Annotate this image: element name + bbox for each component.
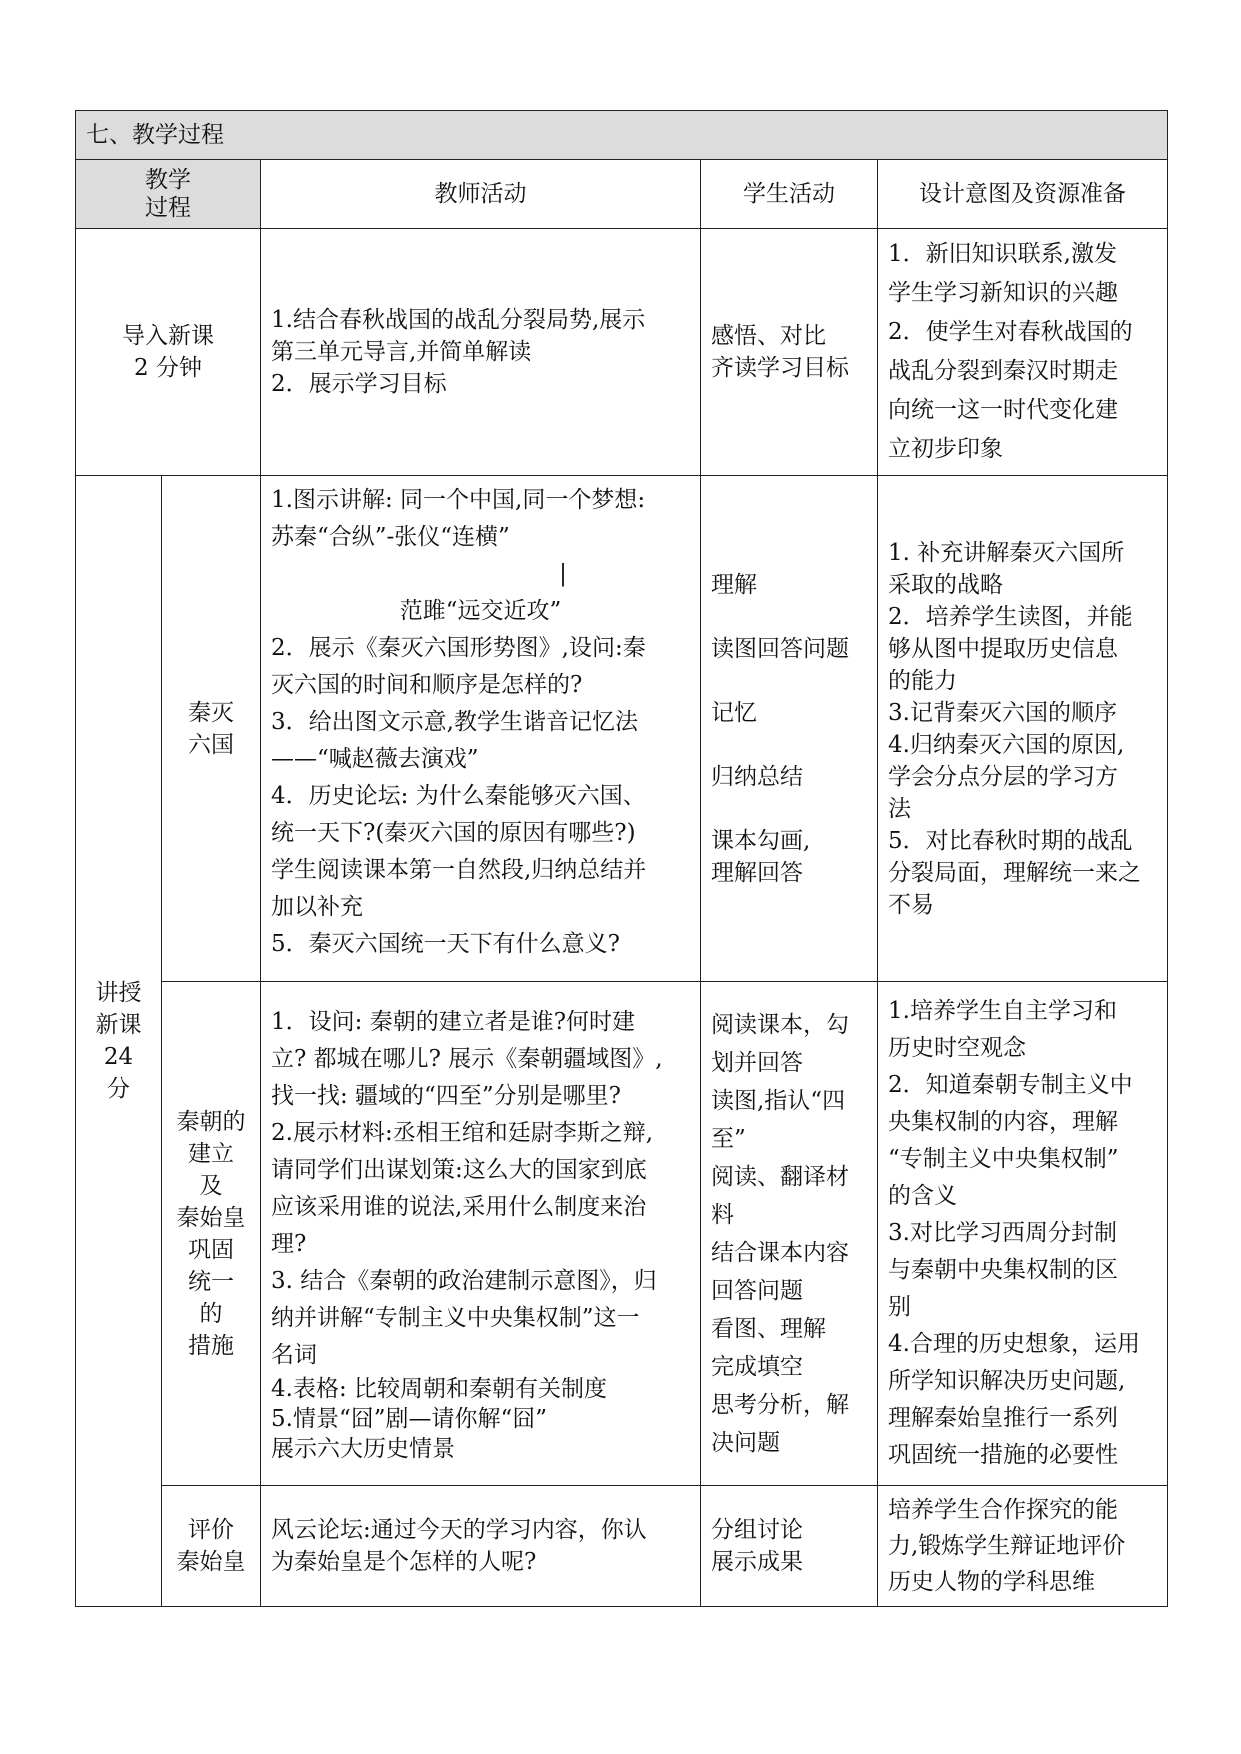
evaluate-teacher-activity: 风云论坛:通过今天的学习内容，你认 为秦始皇是个怎样的人呢? [261, 1486, 701, 1607]
qin-establish-student-activity: 阅读课本，勾 划并回答 读图,指认“四 至” 阅读、翻译材 料 结合课本内容 回答问题 看图、理解 完成填空 思考分析，解 决问题 [701, 982, 878, 1486]
intro-design-intent: 1．新旧知识联系,激发 学生学习新知识的兴趣 2．使学生对春秋战国的 战乱分裂到秦汉时期走 向统一这一时代变化建 立初步印象 [878, 229, 1168, 476]
qin-unify-teacher-activity: 1.图示讲解: 同一个中国,同一个梦想: 苏秦“合纵”-张仪“连横” | 范雎“远交近攻” 2．展示《秦灭六国形势图》,设问:秦 灭六国的时间和顺序是怎样的? 3．给出图文示意,教学生谐音记忆法 ——“喊赵薇去演戏” 4．历史论坛: 为什么秦能够灭六国、 统一天下?(秦灭六国的原因有哪些?) 学生阅读课本第一自然段,归纳总结并 加以补充 5．秦灭六国统一天下有什么意义? [261, 476, 701, 982]
intro-student-activity: 感悟、对比 齐读学习目标 [701, 229, 878, 476]
header-student-activity: 学生活动 [701, 160, 878, 229]
qin-unify-student-activity: 理解 读图回答问题 记忆 归纳总结 课本勾画, 理解回答 [701, 476, 878, 982]
section-title: 七、教学过程 [76, 111, 1168, 160]
header-process: 教学 过程 [76, 160, 261, 229]
qin-establish-teacher-activity: 1．设问: 秦朝的建立者是谁?何时建 立? 都城在哪儿? 展示《秦朝疆域图》, 找一找: 疆域的“四至”分别是哪里? 2.展示材料:丞相王绾和廷尉李斯之辩, 请同学们出谋划策:这么大的国家到底 应该采用谁的说法,采用什么制度来治 理? 3. 结合《秦朝的政治建制示意图》，归 纳并讲解“专制主义中央集权制”这一 名词 4.表格: 比较周朝和秦朝有关制度 5.情景“囧”剧—请你解“囧” 展示六大历史情景 [261, 982, 701, 1486]
header-design-intent: 设计意图及资源准备 [878, 160, 1168, 229]
header-teacher-activity: 教师活动 [261, 160, 701, 229]
qin-establish-design-intent: 1.培养学生自主学习和 历史时空观念 2．知道秦朝专制主义中 央集权制的内容，理解 “专制主义中央集权制” 的含义 3.对比学习西周分封制 与秦朝中央集权制的区 别 4.合理的历史想象，运用 所学知识解决历史问题, 理解秦始皇推行一系列 巩固统一措施的必要性 [878, 982, 1168, 1486]
teaching-process-table [75, 110, 1168, 1607]
qin-unify-design-intent: 1. 补充讲解秦灭六国所 采取的战略 2．培养学生读图，并能 够从图中提取历史信息 的能力 3.记背秦灭六国的顺序 4.归纳秦灭六国的原因, 学会分点分层的学习方 法 5．对比春秋时期的战乱 分裂局面，理解统一来之 不易 [878, 476, 1168, 982]
evaluate-design-intent: 培养学生合作探究的能 力,锻炼学生辩证地评价 历史人物的学科思维 [878, 1486, 1168, 1607]
stage-intro: 导入新课 2 分钟 [76, 229, 261, 476]
sub-qin-unify: 秦灭 六国 [162, 476, 261, 982]
evaluate-student-activity: 分组讨论 展示成果 [701, 1486, 878, 1607]
intro-teacher-activity: 1.结合春秋战国的战乱分裂局势,展示 第三单元导言,并简单解读 2．展示学习目标 [261, 229, 701, 476]
sub-evaluate: 评价 秦始皇 [162, 1486, 261, 1607]
stage-lecture: 讲授 新课 24 分 [76, 476, 162, 1607]
sub-qin-establish: 秦朝的 建立 及 秦始皇 巩固 统一 的 措施 [162, 982, 261, 1486]
